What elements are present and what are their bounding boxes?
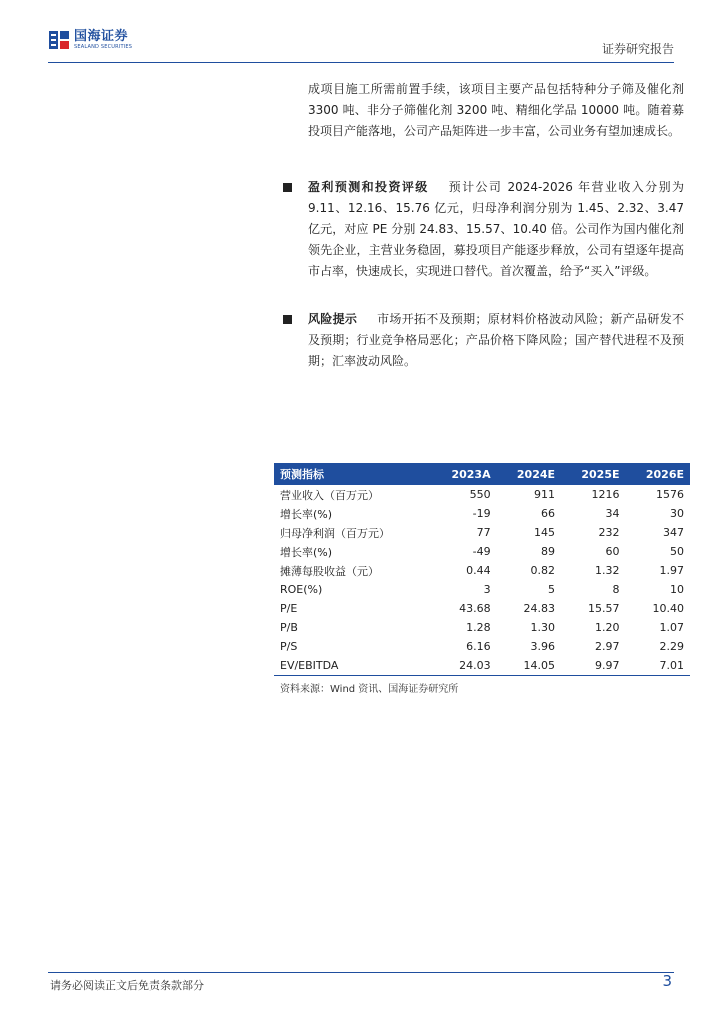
table-cell: P/S (280, 640, 298, 653)
table-cell: 增长率(%) (280, 507, 333, 521)
risk-heading: 风险提示 (308, 312, 358, 326)
table-cell: -49 (472, 545, 491, 558)
table-cell: 43.68 (459, 602, 491, 615)
table-cell: 911 (534, 488, 556, 501)
table-cell: 77 (476, 526, 491, 539)
table-cell: 1.97 (659, 564, 684, 577)
table-cell: 8 (612, 583, 620, 596)
table-cell: 14.05 (497, 656, 561, 676)
table-cell: 145 (534, 526, 556, 539)
table-cell: 6.16 (466, 640, 491, 653)
page-number: 3 (662, 972, 672, 990)
table-cell: 1.32 (595, 564, 620, 577)
table-cell: P/B (280, 621, 298, 634)
table-cell: 3.96 (530, 640, 556, 653)
table-row (274, 580, 690, 599)
table-cell: 1576 (656, 488, 684, 501)
table-cell: 9.97 (561, 656, 625, 676)
table-header-cell: 预测指标 (274, 463, 431, 485)
forecast-heading: 盈利预测和投资评级 (308, 180, 429, 194)
table-source: 资料来源：Wind 资讯、国海证券研究所 (280, 684, 459, 695)
table-cell: 7.01 (626, 656, 691, 676)
table-row (274, 523, 690, 542)
table-header-cell: 2024E (497, 463, 561, 485)
table-header-cell: 2023A (431, 463, 497, 485)
table-row (274, 542, 690, 561)
logo-cn-text: 国海证券 (74, 29, 129, 44)
table-cell: 550 (469, 488, 491, 501)
table-cell: 归母净利润（百万元） (280, 526, 390, 540)
table-row (274, 656, 690, 676)
logo-icon (48, 29, 70, 51)
table-cell: 营业收入（百万元） (280, 488, 379, 502)
table-header-cell: 2025E (561, 463, 625, 485)
table-row (274, 504, 690, 523)
table-cell: 15.57 (588, 602, 620, 615)
forecast-table (274, 463, 690, 676)
table-cell: 66 (541, 507, 556, 520)
table-cell: 30 (670, 507, 684, 520)
paragraph-forecast (308, 177, 684, 282)
table-cell: 24.03 (431, 656, 497, 676)
table-cell: 3 (483, 583, 491, 596)
table-cell: 60 (605, 545, 620, 558)
table-cell: 摊薄每股收益（元） (280, 564, 379, 578)
table-cell: 1.30 (530, 621, 556, 634)
table-cell: 1.07 (659, 621, 684, 634)
table-cell: 5 (548, 583, 556, 596)
table-cell: 347 (663, 526, 684, 539)
table-cell: 10.40 (652, 602, 684, 615)
paragraph-risk (308, 309, 684, 372)
table-cell: 24.83 (523, 602, 556, 615)
table-cell: 0.44 (466, 564, 491, 577)
table-cell: 34 (605, 507, 620, 520)
report-type: 证券研究报告 (601, 42, 674, 56)
forecast-text: 预计公司 2024-2026 年营业收入分别为 9.11、12.16、15.76 亿元，归母净利润分别为 1.45、2.32、3.47 亿元，对应 PE 分别 24.83、15.57、10.40 倍。公司作为国内催化剂领先企业，主营业务稳固，募投项目产能逐步释放，公司有望逐年提高市占率，快速成长，实现进口替代。首次覆盖，给予“买入”评级。 (308, 180, 684, 278)
header-divider (48, 62, 674, 63)
table-row (274, 618, 690, 637)
table-cell: 1.20 (595, 621, 620, 634)
page-header (0, 0, 724, 60)
table-cell: 1.28 (466, 621, 491, 634)
table-cell: ROE(%) (280, 583, 323, 596)
table-cell: EV/EBITDA (274, 656, 431, 676)
table-row (274, 561, 690, 580)
table-cell: 10 (670, 583, 684, 596)
bullet-square-icon (283, 315, 292, 324)
table-cell: 0.82 (530, 564, 556, 577)
paragraph-project: 成项目施工所需前置手续，该项目主要产品包括特种分子筛及催化剂 3300 吨、非分子筛催化剂 3200 吨、精细化学品 10000 吨。随着募投项目产能落地，公司产品矩阵进一步丰富，公司业务有望加速成长。 (308, 82, 684, 138)
table-cell: 2.29 (659, 640, 684, 653)
table-header-row (274, 463, 690, 485)
table-cell: 2.97 (595, 640, 620, 653)
table-cell: 增长率(%) (280, 545, 333, 559)
risk-text: 市场开拓不及预期；原材料价格波动风险；新产品研发不及预期；行业竞争格局恶化；产品价格下降风险；国产替代进程不及预期；汇率波动风险。 (308, 312, 684, 368)
logo-en-text: SEALAND SECURITIES (74, 44, 133, 50)
table-cell: 232 (598, 526, 620, 539)
table-row (274, 485, 690, 504)
table-row (274, 637, 690, 656)
footer-divider (48, 972, 674, 973)
company-logo (48, 28, 132, 52)
footer-disclaimer: 请务必阅读正文后免责条款部分 (50, 979, 204, 992)
table-cell: 1216 (591, 488, 620, 501)
table-cell: -19 (472, 507, 491, 520)
table-header-cell: 2026E (626, 463, 691, 485)
table-cell: P/E (280, 602, 298, 615)
table-row (274, 599, 690, 618)
table-cell: 89 (541, 545, 556, 558)
bullet-square-icon (283, 183, 292, 192)
table-cell: 50 (670, 545, 684, 558)
